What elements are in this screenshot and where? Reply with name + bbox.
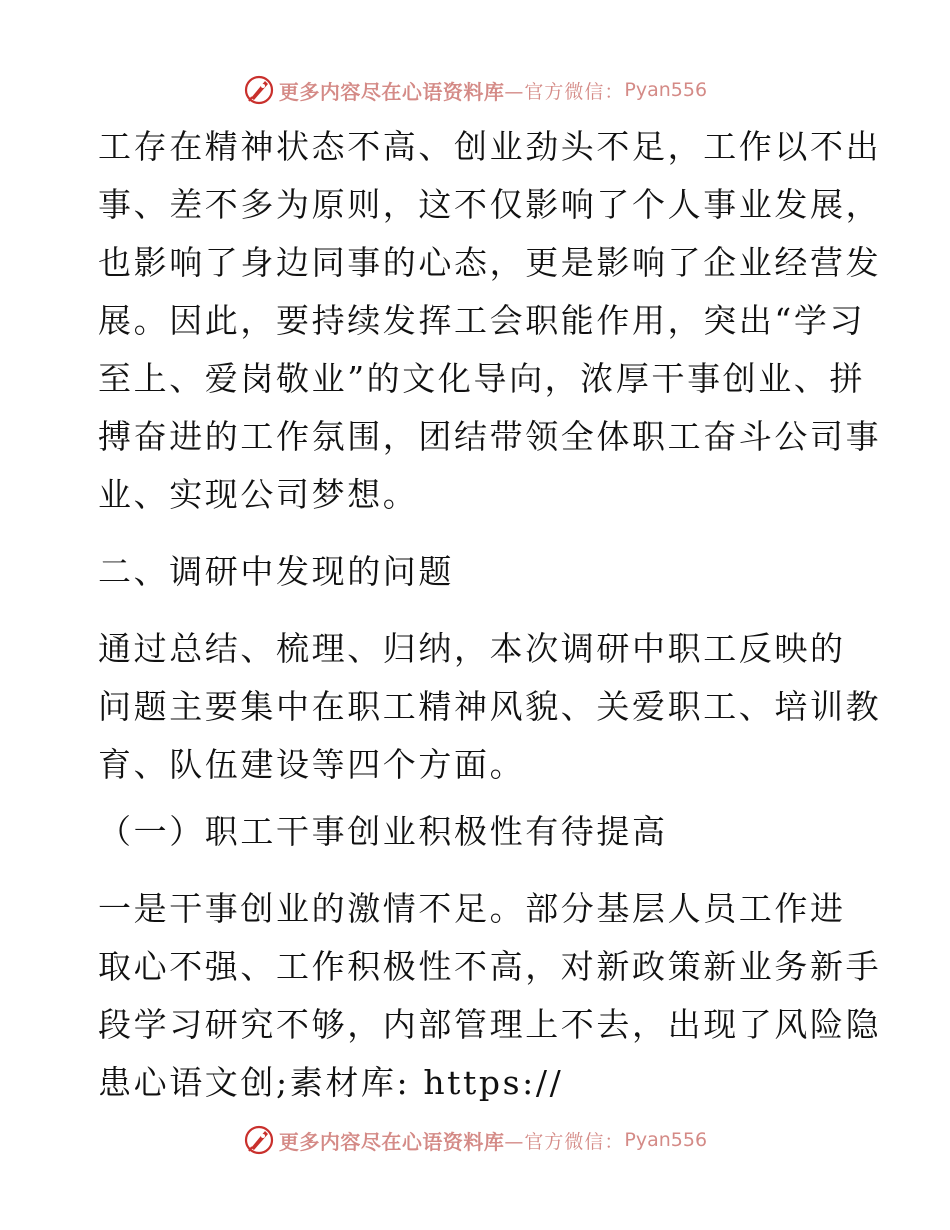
body-line: 至上、爱岗敬业”的文化导向，浓厚干事创业、拼 [98,359,866,398]
watermark-handle: Pyan556 [624,1129,708,1151]
body-line: 问题主要集中在职工精神风貌、关爱职工、培训教 [98,687,882,726]
watermark-main-text: 更多内容尽在心语资料库 [278,1129,505,1154]
watermark-official-text: —官方微信： [504,80,625,103]
subsection-heading: （一）职工干事创业积极性有待提高 [98,812,668,851]
header-watermark [0,70,950,110]
body-line: 搏奋进的工作氛围，团结带领全体职工奋斗公司事 [98,417,882,456]
body-line: 取心不强、工作积极性不高，对新政策新业务新手 [98,947,882,986]
section-heading: 二、调研中发现的问题 [98,552,454,591]
quill-logo-icon [243,1124,275,1156]
footer-watermark [0,1120,950,1160]
body-line: 工存在精神状态不高、创业劲头不足，工作以不出 [98,127,882,166]
body-line: 患心语文创;素材库: https:// [98,1063,564,1102]
quill-logo-icon [243,74,275,106]
watermark-handle: Pyan556 [624,79,708,101]
body-line: 也影响了身边同事的心态，更是影响了企业经营发 [98,243,882,282]
body-line: 段学习研究不够，内部管理上不去，出现了风险隐 [98,1005,882,1044]
body-line: 通过总结、梳理、归纳，本次调研中职工反映的 [98,629,846,668]
body-line: 业、实现公司梦想。 [98,475,419,514]
watermark-official-text: —官方微信： [504,1130,625,1153]
body-line: 事、差不多为原则，这不仅影响了个人事业发展， [98,185,882,224]
body-line: 育、队伍建设等四个方面。 [98,745,526,784]
body-line: 一是干事创业的激情不足。部分基层人员工作进 [98,889,846,928]
watermark-main-text: 更多内容尽在心语资料库 [278,79,505,104]
body-line: 展。因此，要持续发挥工会职能作用，突出“学习 [98,301,866,340]
